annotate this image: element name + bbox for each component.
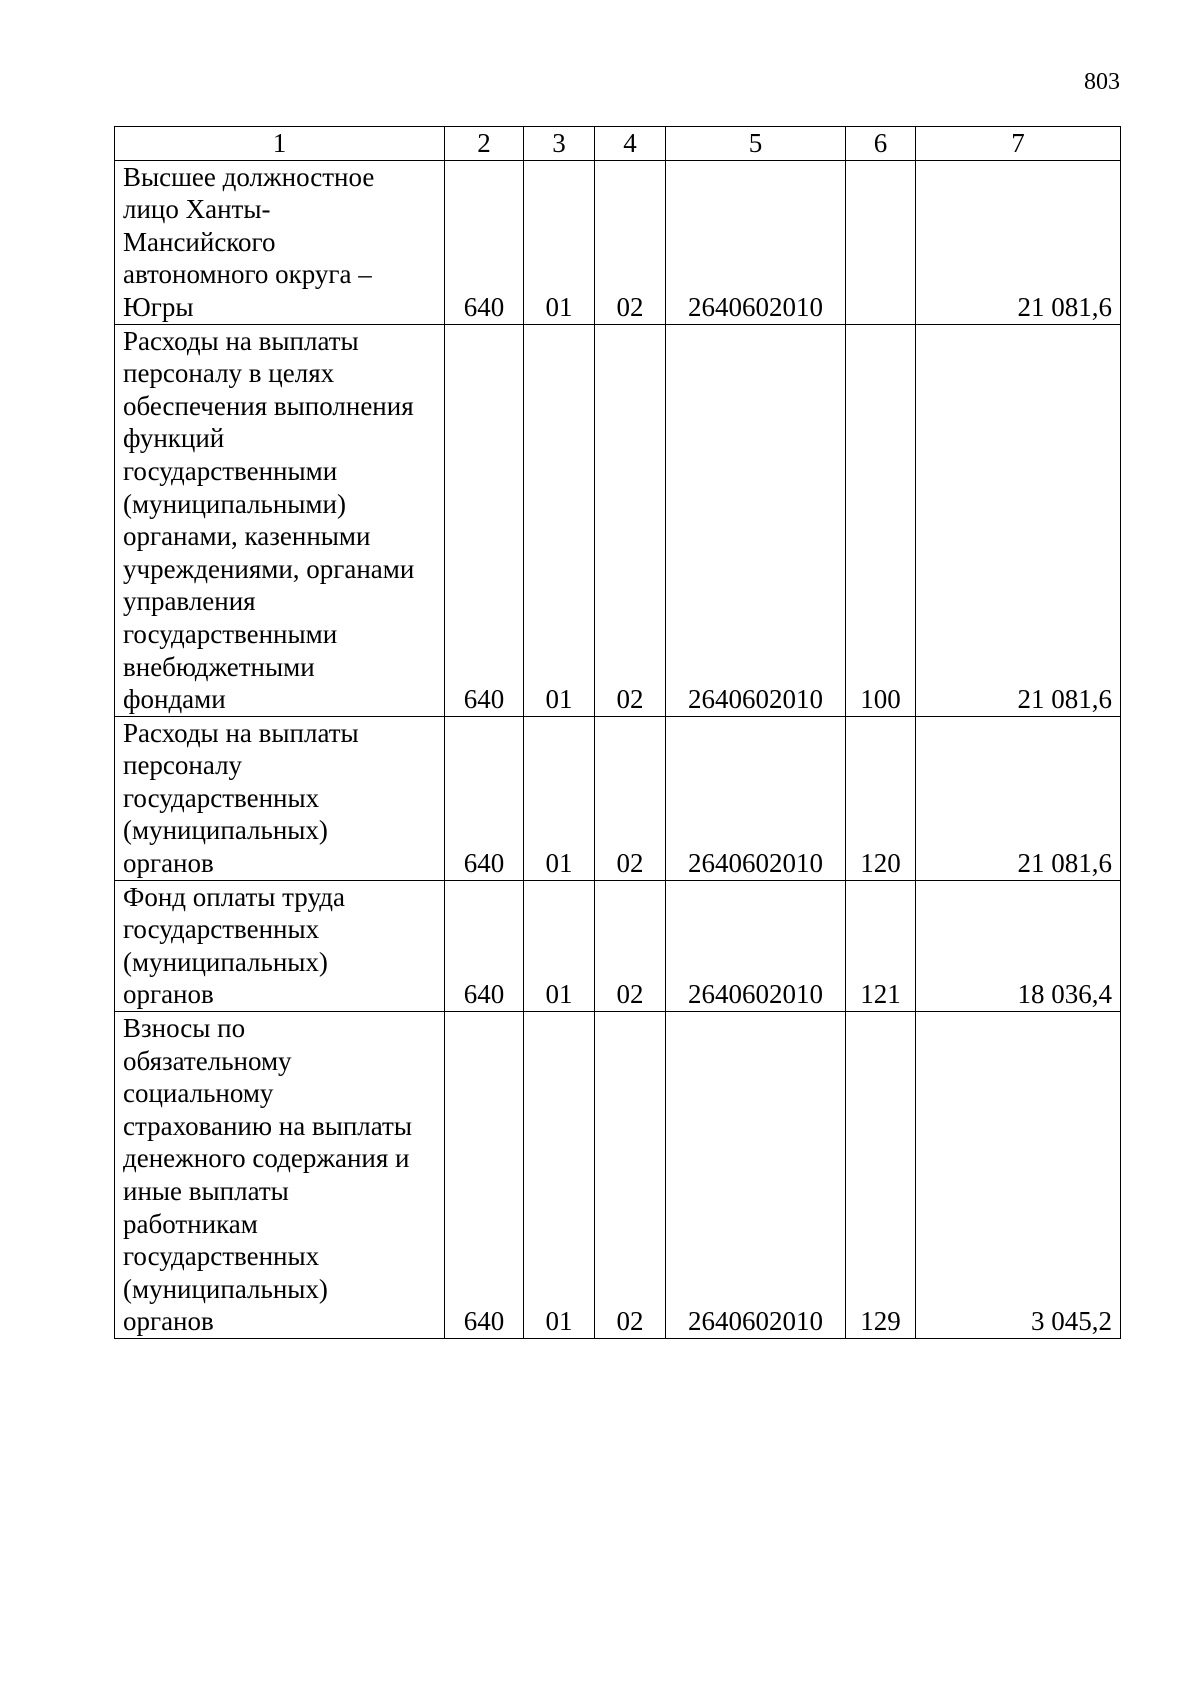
target-article-cell: 2640602010 (666, 716, 846, 880)
table-row (115, 880, 1121, 1011)
row-name-line: Расходы на выплаты (123, 717, 359, 748)
target-article-cell: 2640602010 (666, 324, 846, 716)
admin-code-cell: 640 (445, 1012, 524, 1339)
table-row (115, 160, 1121, 324)
row-name-line: страхованию на выплаты (123, 1110, 412, 1141)
column-header-3: 3 (524, 127, 595, 161)
table-row (115, 716, 1121, 880)
row-name-line: обязательному (123, 1045, 292, 1076)
amount-cell: 21 081,6 (916, 160, 1121, 324)
row-name-line: Мансийского (123, 226, 276, 257)
admin-code-cell: 640 (445, 324, 524, 716)
target-article-cell: 2640602010 (666, 880, 846, 1011)
row-name-line: управления (123, 586, 256, 617)
row-name-line: государственных (123, 914, 320, 945)
column-header-5: 5 (666, 127, 846, 161)
row-name-cell (115, 716, 445, 880)
row-name-line: Расходы на выплаты (123, 325, 359, 356)
expense-type-cell: 100 (846, 324, 916, 716)
row-name-cell (115, 880, 445, 1011)
row-name-line: (муниципальных) (123, 1273, 328, 1304)
row-name-line: Фонд оплаты труда (123, 881, 345, 912)
expense-type-cell: 121 (846, 880, 916, 1011)
table-row (115, 1012, 1121, 1339)
amount-cell: 21 081,6 (916, 324, 1121, 716)
section-cell: 01 (524, 324, 595, 716)
row-name-line: органов (123, 848, 214, 879)
row-name-line: работникам (123, 1208, 258, 1239)
admin-code-cell: 640 (445, 716, 524, 880)
row-name-line: Югры (123, 291, 194, 322)
column-header-4: 4 (595, 127, 666, 161)
column-header-1: 1 (115, 127, 445, 161)
target-article-cell: 2640602010 (666, 1012, 846, 1339)
table-header-row (115, 127, 1121, 161)
row-name-line: государственными (123, 618, 338, 649)
row-name-line: (муниципальных) (123, 815, 328, 846)
column-header-6: 6 (846, 127, 916, 161)
row-name-line: персоналу в целях (123, 358, 335, 389)
row-name-line: (муниципальными) (123, 488, 346, 519)
expense-type-cell: 129 (846, 1012, 916, 1339)
section-cell: 01 (524, 880, 595, 1011)
admin-code-cell: 640 (445, 880, 524, 1011)
table-row (115, 324, 1121, 716)
amount-cell: 21 081,6 (916, 716, 1121, 880)
row-name-line: обеспечения выполнения (123, 390, 414, 421)
section-cell: 01 (524, 1012, 595, 1339)
subsection-cell: 02 (595, 1012, 666, 1339)
row-name-line: учреждениями, органами (123, 553, 415, 584)
target-article-cell: 2640602010 (666, 160, 846, 324)
expense-type-cell (846, 160, 916, 324)
section-cell: 01 (524, 716, 595, 880)
row-name-line: органов (123, 1306, 214, 1337)
row-name-line: фондами (123, 684, 226, 715)
row-name-line: органов (123, 979, 214, 1010)
row-name-line: Взносы по (123, 1013, 246, 1044)
row-name-line: персоналу (123, 750, 243, 781)
row-name-line: лицо Ханты- (123, 194, 271, 225)
budget-table (114, 126, 1121, 1339)
subsection-cell: 02 (595, 324, 666, 716)
column-header-2: 2 (445, 127, 524, 161)
row-name-line: государственными (123, 455, 338, 486)
row-name-cell (115, 160, 445, 324)
row-name-line: (муниципальных) (123, 946, 328, 977)
amount-cell: 3 045,2 (916, 1012, 1121, 1339)
row-name-cell (115, 1012, 445, 1339)
row-name-line: автономного округа – (123, 259, 372, 290)
row-name-line: функций (123, 423, 225, 454)
row-name-cell (115, 324, 445, 716)
row-name-line: органами, казенными (123, 521, 371, 552)
amount-cell: 18 036,4 (916, 880, 1121, 1011)
section-cell: 01 (524, 160, 595, 324)
expense-type-cell: 120 (846, 716, 916, 880)
subsection-cell: 02 (595, 160, 666, 324)
row-name-line: государственных (123, 782, 320, 813)
row-name-line: социальному (123, 1078, 274, 1109)
subsection-cell: 02 (595, 716, 666, 880)
column-header-7: 7 (916, 127, 1121, 161)
row-name-line: иные выплаты (123, 1176, 289, 1206)
page-number: 803 (1084, 69, 1120, 95)
row-name-line: денежного содержания и (123, 1143, 410, 1174)
row-name-line: Высшее должностное (123, 161, 375, 192)
admin-code-cell: 640 (445, 160, 524, 324)
subsection-cell: 02 (595, 880, 666, 1011)
row-name-line: внебюджетными (123, 651, 315, 682)
row-name-line: государственных (123, 1241, 320, 1272)
